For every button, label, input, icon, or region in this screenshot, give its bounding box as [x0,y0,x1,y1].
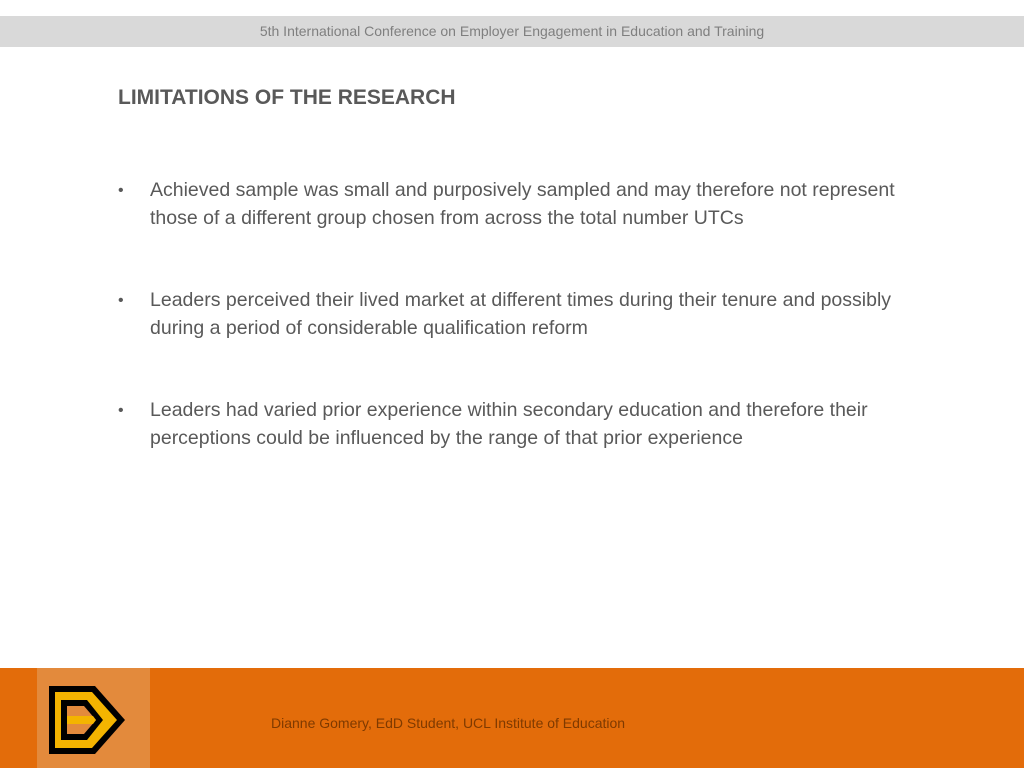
bullet-icon: • [118,402,124,419]
logo-panel [37,668,150,768]
header-band [0,16,1024,47]
bullet-item [118,177,918,287]
footer-band [0,668,1024,768]
bullet-icon: • [118,182,124,199]
bullet-text: Achieved sample was small and purposively sampled and may therefore not represent those of a different group chosen from across the total number UTCs [150,179,895,229]
bullet-item [118,287,918,397]
bullet-text: Leaders had varied prior experience within secondary education and therefore their perceptions could be influenced by the range of that prior experience [150,399,868,449]
bullet-list [118,177,918,507]
slide-title: LIMITATIONS OF THE RESEARCH [118,86,456,109]
footer-author: Dianne Gomery, EdD Student, UCL Institute of Education [271,715,626,731]
conference-title: 5th International Conference on Employer Engagement in Education and Training [259,23,765,39]
conference-logo-icon [45,682,127,758]
bullet-icon: • [118,292,124,309]
bullet-text: Leaders perceived their lived market at different times during their tenure and possibly during a period of considerable qualification reform [150,289,892,339]
bullet-item [118,397,918,507]
